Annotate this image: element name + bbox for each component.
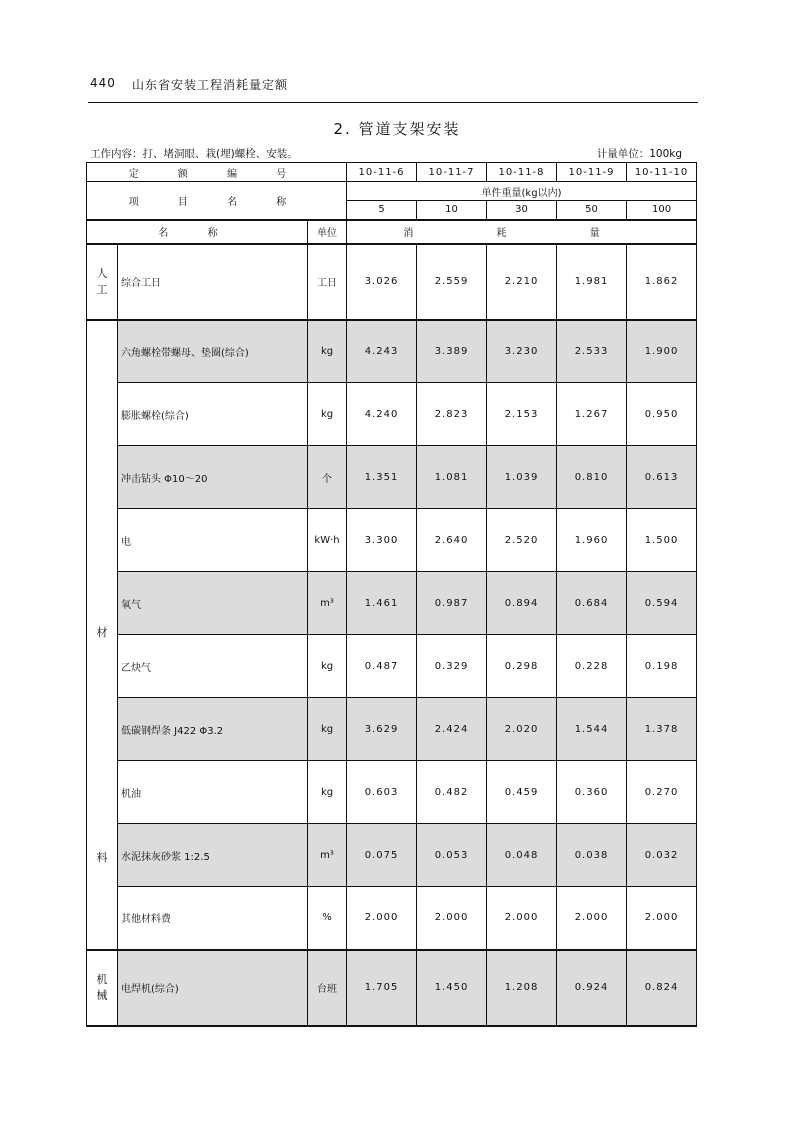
row-value: 0.198 (627, 635, 697, 698)
row-value: 2.210 (487, 244, 557, 320)
quota-table (86, 162, 697, 1027)
row-value: 1.208 (487, 950, 557, 1026)
row-value: 0.810 (557, 446, 627, 509)
table-row (87, 383, 697, 446)
row-name: 机油 (118, 761, 308, 824)
row-name: 其他材料费 (118, 887, 308, 950)
section-title: 2. 管道支架安装 (333, 120, 461, 138)
row-value: 2.520 (487, 509, 557, 572)
row-value: 2.000 (627, 887, 697, 950)
row-value: 0.075 (347, 824, 417, 887)
quota-code: 10-11-10 (627, 163, 697, 182)
row-name: 乙炔气 (118, 635, 308, 698)
row-value: 0.594 (627, 572, 697, 635)
row-value: 1.862 (627, 244, 697, 320)
row-value: 0.459 (487, 761, 557, 824)
row-value: 0.824 (627, 950, 697, 1026)
row-value: 0.048 (487, 824, 557, 887)
row-value: 0.298 (487, 635, 557, 698)
row-unit: kg (308, 698, 347, 761)
row-unit: 台班 (308, 950, 347, 1026)
row-value: 1.081 (417, 446, 487, 509)
row-value: 1.960 (557, 509, 627, 572)
row-value: 1.900 (627, 320, 697, 383)
row-value: 2.000 (417, 887, 487, 950)
row-value: 2.424 (417, 698, 487, 761)
row-value: 0.924 (557, 950, 627, 1026)
row-value: 2.823 (417, 383, 487, 446)
row-unit: m³ (308, 824, 347, 887)
row-value: 2.533 (557, 320, 627, 383)
page-number: 440 (90, 76, 116, 90)
table-row (87, 509, 697, 572)
row-value: 2.000 (557, 887, 627, 950)
category-machine: 机械 (87, 950, 118, 1026)
quota-code-label: 定 额 编 号 (87, 163, 347, 182)
work-info-line (88, 146, 698, 162)
row-unit: kg (308, 635, 347, 698)
table-row (87, 635, 697, 698)
table-row (87, 698, 697, 761)
row-unit: 个 (308, 446, 347, 509)
category-labor: 人工 (87, 244, 118, 320)
weight-value: 30 (487, 201, 557, 220)
row-value: 1.039 (487, 446, 557, 509)
row-value: 0.329 (417, 635, 487, 698)
row-unit: kg (308, 761, 347, 824)
row-value: 1.450 (417, 950, 487, 1026)
table-row (87, 244, 697, 320)
table-row (87, 824, 697, 887)
row-name: 电焊机(综合) (118, 950, 308, 1026)
row-value: 3.026 (347, 244, 417, 320)
row-value: 1.378 (627, 698, 697, 761)
row-value: 0.270 (627, 761, 697, 824)
quota-code: 10-11-8 (487, 163, 557, 182)
weight-label-row (87, 182, 697, 201)
work-content: 工作内容：打、堵洞眼、栽(埋)螺栓、安装。 (90, 148, 298, 160)
row-value: 0.228 (557, 635, 627, 698)
row-value: 2.020 (487, 698, 557, 761)
weight-value: 5 (347, 201, 417, 220)
row-unit: % (308, 887, 347, 950)
row-value: 1.705 (347, 950, 417, 1026)
row-value: 0.603 (347, 761, 417, 824)
row-value: 0.950 (627, 383, 697, 446)
row-value: 2.000 (347, 887, 417, 950)
row-value: 0.032 (627, 824, 697, 887)
row-value: 1.461 (347, 572, 417, 635)
quota-code: 10-11-6 (347, 163, 417, 182)
table-row (87, 761, 697, 824)
weight-value: 10 (417, 201, 487, 220)
quota-code: 10-11-7 (417, 163, 487, 182)
row-value: 2.153 (487, 383, 557, 446)
row-value: 0.482 (417, 761, 487, 824)
book-title: 山东省安装工程消耗量定额 (132, 78, 289, 92)
consumption-header: 消 耗 量 (347, 220, 697, 244)
row-value: 0.987 (417, 572, 487, 635)
row-value: 0.360 (557, 761, 627, 824)
weight-value: 50 (557, 201, 627, 220)
row-value: 0.684 (557, 572, 627, 635)
table-row (87, 572, 697, 635)
quota-code: 10-11-9 (557, 163, 627, 182)
table-row (87, 320, 697, 383)
item-name-label: 项 目 名 称 (87, 182, 347, 220)
row-value: 0.053 (417, 824, 487, 887)
category-material (87, 320, 118, 950)
row-value: 0.894 (487, 572, 557, 635)
row-name: 低碳钢焊条 J422 Φ3.2 (118, 698, 308, 761)
weight-label: 单件重量(kg以内) (347, 182, 697, 201)
row-unit: m³ (308, 572, 347, 635)
row-value: 1.267 (557, 383, 627, 446)
row-unit: kg (308, 320, 347, 383)
row-name: 水泥抹灰砂浆 1:2.5 (118, 824, 308, 887)
quota-code-row (87, 163, 697, 182)
row-value: 0.613 (627, 446, 697, 509)
row-unit: kg (308, 383, 347, 446)
row-name: 电 (118, 509, 308, 572)
row-value: 2.640 (417, 509, 487, 572)
table-row (87, 887, 697, 950)
column-header-row (87, 220, 697, 244)
row-value: 2.559 (417, 244, 487, 320)
row-value: 2.000 (487, 887, 557, 950)
category-material-char-1: 材 (96, 625, 108, 639)
row-value: 1.351 (347, 446, 417, 509)
row-unit: 工日 (308, 244, 347, 320)
table-row (87, 950, 697, 1026)
row-value: 1.544 (557, 698, 627, 761)
row-name: 综合工日 (118, 244, 308, 320)
row-unit: kW·h (308, 509, 347, 572)
row-value: 3.300 (347, 509, 417, 572)
row-value: 1.981 (557, 244, 627, 320)
running-header (88, 74, 698, 103)
row-value: 1.500 (627, 509, 697, 572)
category-material-char-2: 料 (96, 850, 108, 864)
row-value: 4.240 (347, 383, 417, 446)
row-value: 3.230 (487, 320, 557, 383)
name-column-header: 名 称 (87, 220, 308, 244)
row-name: 六角螺栓带螺母、垫圈(综合) (118, 320, 308, 383)
unit-column-header: 单位 (308, 220, 347, 244)
row-name: 冲击钻头 Φ10～20 (118, 446, 308, 509)
row-value: 4.243 (347, 320, 417, 383)
row-value: 0.038 (557, 824, 627, 887)
row-name: 氧气 (118, 572, 308, 635)
row-value: 3.389 (417, 320, 487, 383)
table-row (87, 446, 697, 509)
weight-value: 100 (627, 201, 697, 220)
row-value: 3.629 (347, 698, 417, 761)
row-name: 膨胀螺栓(综合) (118, 383, 308, 446)
row-value: 0.487 (347, 635, 417, 698)
measure-unit: 计量单位：100kg (596, 148, 682, 160)
